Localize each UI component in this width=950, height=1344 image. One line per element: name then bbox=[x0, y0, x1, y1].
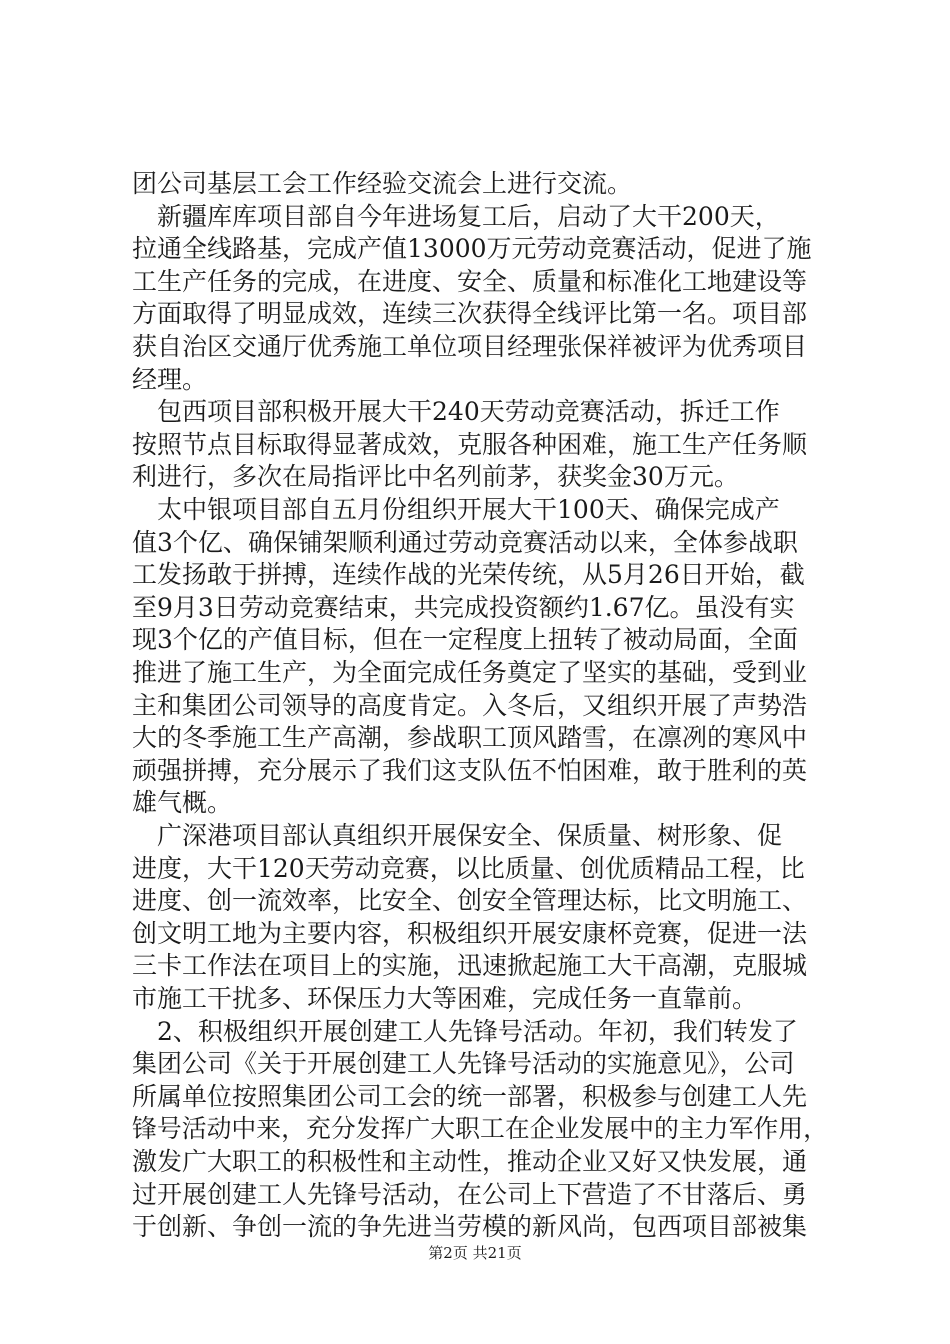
text-line: 现3个亿的产值目标，但在一定程度上扭转了被动局面，全面 bbox=[132, 625, 798, 655]
text-line: 顽强拼搏，充分展示了我们这支队伍不怕困难，敢于胜利的英 bbox=[132, 755, 808, 785]
text-line: 雄气概。 bbox=[132, 788, 233, 818]
text-line: 经理。 bbox=[132, 364, 208, 394]
text-line: 三卡工作法在项目上的实施，迅速掀起施工大干高潮，克服城 bbox=[132, 951, 808, 981]
text-line: 集团公司《关于开展创建工人先锋号活动的实施意见》，公司 bbox=[132, 1049, 795, 1079]
text-line: 团公司基层工会工作经验交流会上进行交流。 bbox=[132, 169, 633, 198]
text-line: 推进了施工生产，为全面完成任务奠定了坚实的基础，受到业 bbox=[132, 658, 808, 687]
text-line: 包西项目部积极开展大干240天劳动竞赛活动，拆迁工作 bbox=[132, 397, 780, 427]
text-line: 2、积极组织开展创建工人先锋号活动。年初，我们转发了 bbox=[132, 1016, 798, 1046]
text-line: 广深港项目部认真组织开展保安全、保质量、树形象、促 bbox=[132, 821, 783, 850]
text-line: 进度、创一流效率，比安全、创安全管理达标，比文明施工、 bbox=[132, 886, 808, 916]
text-line: 工生产任务的完成，在进度、安全、质量和标准化工地建设等 bbox=[132, 266, 808, 296]
page-number-footer: 第2页 共21页 bbox=[428, 1244, 522, 1262]
text-line: 进度，大干120天劳动竞赛，以比质量、创优质精品工程，比 bbox=[132, 853, 805, 883]
text-line: 方面取得了明显成效，连续三次获得全线评比第一名。项目部 bbox=[132, 299, 808, 329]
text-line: 激发广大职工的积极性和主动性，推动企业又好又快发展，通 bbox=[132, 1147, 808, 1176]
text-line: 于创新、争创一流的争先进当劳模的新风尚，包西项目部被集 bbox=[132, 1212, 808, 1242]
text-line: 主和集团公司领导的高度肯定。入冬后，又组织开展了声势浩 bbox=[132, 690, 808, 720]
text-line: 太中银项目部自五月份组织开展大干100天、确保完成产 bbox=[132, 495, 780, 524]
text-line: 值3个亿、确保铺架顺利通过劳动竞赛活动以来，全体参战职 bbox=[132, 527, 798, 557]
text-line: 所属单位按照集团公司工会的统一部署，积极参与创建工人先 bbox=[132, 1081, 808, 1111]
text-line: 创文明工地为主要内容，积极组织开展安康杯竞赛，促进一法 bbox=[132, 918, 808, 948]
text-line: 工发扬敢于拼搏，连续作战的光荣传统，从5月26日开始，截 bbox=[132, 560, 805, 590]
text-line: 锋号活动中来，充分发挥广大职工在企业发展中的主力军作用， bbox=[132, 1114, 829, 1144]
text-line: 大的冬季施工生产高潮，参战职工顶风踏雪，在凛冽的寒风中 bbox=[132, 723, 808, 753]
text-line: 利进行，多次在局指评比中名列前茅，获奖金30万元。 bbox=[132, 462, 739, 492]
text-line: 获自治区交通厅优秀施工单位项目经理张保祥被评为优秀项目 bbox=[132, 332, 808, 361]
text-line: 按照节点目标取得显著成效，克服各种困难，施工生产任务顺 bbox=[132, 429, 808, 459]
text-line: 市施工干扰多、环保压力大等困难，完成任务一直靠前。 bbox=[132, 984, 758, 1013]
text-line: 至9月3日劳动竞赛结束，共完成投资额约1.67亿。虽没有实 bbox=[132, 592, 795, 622]
text-line: 过开展创建工人先锋号活动，在公司上下营造了不甘落后、勇 bbox=[132, 1179, 808, 1209]
text-line: 新疆库库项目部自今年进场复工后，启动了大干200天， bbox=[132, 201, 780, 231]
text-line: 拉通全线路基，完成产值13000万元劳动竞赛活动，促进了施 bbox=[132, 234, 812, 264]
